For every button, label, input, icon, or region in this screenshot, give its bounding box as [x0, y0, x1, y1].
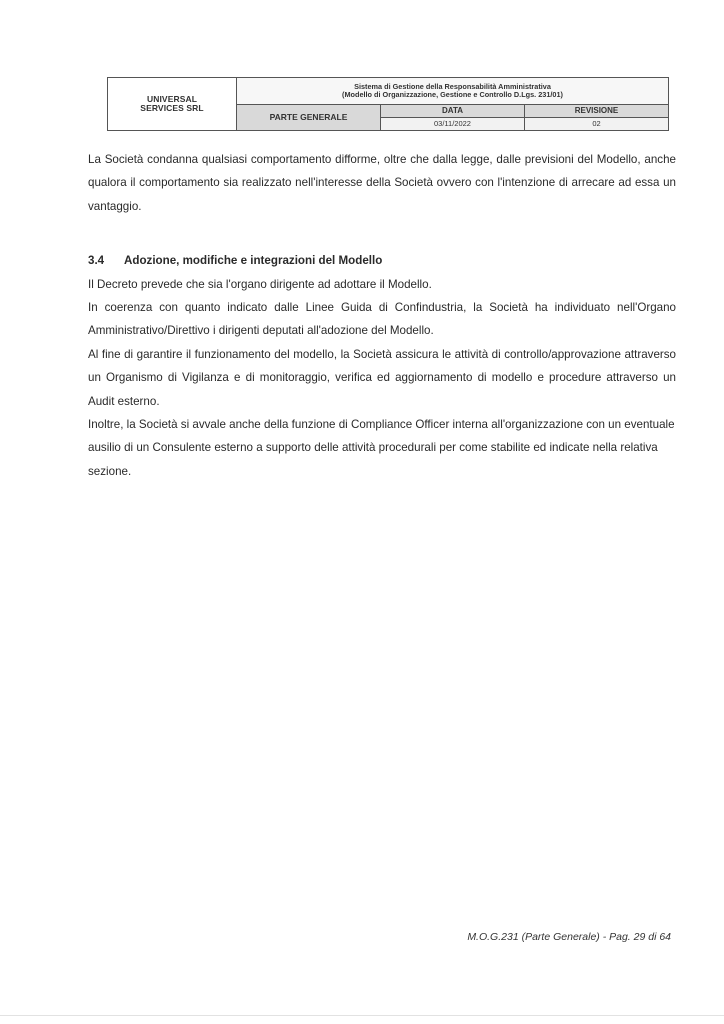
intro-paragraph: La Società condanna qualsiasi comportamento difforme, oltre che dalla legge, dalle previsioni del Modello, anche qualora il comportamento sia realizzato nell'interesse della Società ovvero con l'intenzione di arrecare ad essa un vantaggio. [88, 153, 676, 213]
section-title: Adozione, modifiche e integrazioni del Modello [124, 254, 383, 268]
company-name-line-1: UNIVERSAL [146, 93, 198, 104]
section-heading [88, 249, 676, 272]
paragraph-1: Il Decreto prevede che sia l'organo dirigente ad adottare il Modello. [88, 277, 432, 291]
paragraph-2: In coerenza con quanto indicato dalle Linee Guida di Confindustria, la Società ha individuato nell'Organo Amministrativo/Direttivo i dirigenti deputati all'adozione del Modello. [88, 301, 676, 338]
paragraph-3: Al fine di garantire il funzionamento del modello, la Società assicura le attività di controllo/approvazione attraverso un Organismo di Vigilanza e di monitoraggio, verifica ed aggiornamento di modello e procedure attraverso un Audit esterno. [88, 347, 676, 408]
date-value: 03/11/2022 [381, 118, 525, 131]
company-name-line-2: SERVICES SRL [140, 103, 204, 113]
revision-value: 02 [525, 118, 669, 131]
page-footer: M.O.G.231 (Parte Generale) - Pag. 29 di 64 [467, 931, 671, 943]
system-title-line-1: Sistema di Gestione della Responsabilità Amministrativa [354, 81, 551, 91]
document-body [88, 148, 676, 483]
section-label: PARTE GENERALE [237, 105, 381, 131]
document-header-table [107, 77, 669, 131]
section-number: 3.4 [88, 254, 105, 268]
paragraph-4: Inoltre, la Società si avvale anche della funzione di Compliance Officer interna all'organizzazione con un eventuale ausilio di un Consulente esterno a supporto delle attività procedurali per come stabilite ed indicate nella relativa sezione. [88, 418, 675, 478]
date-label: DATA [381, 105, 525, 118]
revision-label: REVISIONE [525, 105, 669, 118]
system-title-line-2: (Modello di Organizzazione, Gestione e Controllo D.Lgs. 231/01) [342, 90, 563, 99]
company-name [108, 78, 237, 131]
system-title [237, 78, 669, 105]
page-edge-divider [0, 1015, 724, 1016]
